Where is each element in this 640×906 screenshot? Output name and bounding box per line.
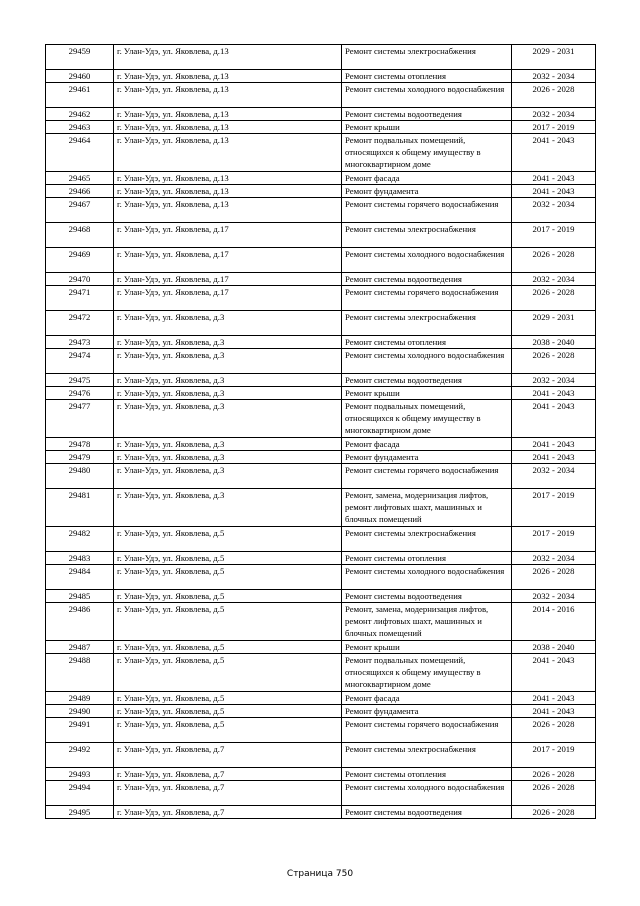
record-number: 29484 — [46, 565, 114, 590]
period-cell: 2038 - 2040 — [512, 641, 596, 654]
address-cell: г. Улан-Удэ, ул. Яковлева, д.13 — [114, 45, 342, 70]
address-cell: г. Улан-Удэ, ул. Яковлева, д.3 — [114, 349, 342, 374]
work-type-cell: Ремонт фундамента — [342, 451, 512, 464]
period-cell: 2041 - 2043 — [512, 692, 596, 705]
work-type-cell: Ремонт системы водоотведения — [342, 273, 512, 286]
work-type-cell: Ремонт системы горячего водоснабжения — [342, 718, 512, 743]
record-number: 29485 — [46, 590, 114, 603]
table-row — [46, 743, 596, 768]
record-number: 29471 — [46, 286, 114, 311]
record-number: 29483 — [46, 552, 114, 565]
period-cell: 2032 - 2034 — [512, 273, 596, 286]
table-row — [46, 603, 596, 641]
record-number: 29474 — [46, 349, 114, 374]
table-row — [46, 565, 596, 590]
work-type-cell: Ремонт системы горячего водоснабжения — [342, 464, 512, 489]
work-type-cell: Ремонт системы холодного водоснабжения — [342, 565, 512, 590]
address-cell: г. Улан-Удэ, ул. Яковлева, д.13 — [114, 185, 342, 198]
address-cell: г. Улан-Удэ, ул. Яковлева, д.3 — [114, 374, 342, 387]
table-row — [46, 806, 596, 819]
work-type-cell: Ремонт фундамента — [342, 705, 512, 718]
period-cell: 2026 - 2028 — [512, 248, 596, 273]
record-number: 29489 — [46, 692, 114, 705]
period-cell: 2026 - 2028 — [512, 781, 596, 806]
work-type-cell: Ремонт подвальных помещений, относящихся к общему имуществу в многоквартирном доме — [342, 134, 512, 172]
address-cell: г. Улан-Удэ, ул. Яковлева, д.3 — [114, 400, 342, 438]
address-cell: г. Улан-Удэ, ул. Яковлева, д.7 — [114, 743, 342, 768]
record-number: 29478 — [46, 438, 114, 451]
work-type-cell: Ремонт системы горячего водоснабжения — [342, 198, 512, 223]
address-cell: г. Улан-Удэ, ул. Яковлева, д.3 — [114, 311, 342, 336]
record-number: 29468 — [46, 223, 114, 248]
work-type-cell: Ремонт фасада — [342, 172, 512, 185]
record-number: 29479 — [46, 451, 114, 464]
record-number: 29481 — [46, 489, 114, 527]
table-row — [46, 223, 596, 248]
period-cell: 2026 - 2028 — [512, 83, 596, 108]
work-type-cell: Ремонт системы холодного водоснабжения — [342, 781, 512, 806]
record-number: 29465 — [46, 172, 114, 185]
record-number: 29461 — [46, 83, 114, 108]
table-row — [46, 781, 596, 806]
table-row — [46, 590, 596, 603]
work-type-cell: Ремонт системы электроснабжения — [342, 311, 512, 336]
table-row — [46, 121, 596, 134]
work-type-cell: Ремонт фасада — [342, 438, 512, 451]
table-row — [46, 438, 596, 451]
work-type-cell: Ремонт системы электроснабжения — [342, 743, 512, 768]
work-type-cell: Ремонт системы электроснабжения — [342, 223, 512, 248]
record-number: 29464 — [46, 134, 114, 172]
address-cell: г. Улан-Удэ, ул. Яковлева, д.3 — [114, 438, 342, 451]
table-row — [46, 311, 596, 336]
period-cell: 2041 - 2043 — [512, 400, 596, 438]
period-cell: 2032 - 2034 — [512, 198, 596, 223]
work-type-cell: Ремонт системы горячего водоснабжения — [342, 286, 512, 311]
address-cell: г. Улан-Удэ, ул. Яковлева, д.3 — [114, 387, 342, 400]
address-cell: г. Улан-Удэ, ул. Яковлева, д.5 — [114, 565, 342, 590]
address-cell: г. Улан-Удэ, ул. Яковлева, д.17 — [114, 223, 342, 248]
table-row — [46, 248, 596, 273]
period-cell: 2041 - 2043 — [512, 654, 596, 692]
period-cell: 2017 - 2019 — [512, 743, 596, 768]
period-cell: 2026 - 2028 — [512, 768, 596, 781]
work-type-cell: Ремонт крыши — [342, 641, 512, 654]
record-number: 29463 — [46, 121, 114, 134]
address-cell: г. Улан-Удэ, ул. Яковлева, д.5 — [114, 718, 342, 743]
address-cell: г. Улан-Удэ, ул. Яковлева, д.13 — [114, 70, 342, 83]
address-cell: г. Улан-Удэ, ул. Яковлева, д.3 — [114, 489, 342, 527]
table-row — [46, 185, 596, 198]
record-number: 29472 — [46, 311, 114, 336]
work-type-cell: Ремонт системы водоотведения — [342, 374, 512, 387]
period-cell: 2041 - 2043 — [512, 438, 596, 451]
period-cell: 2029 - 2031 — [512, 45, 596, 70]
record-number: 29466 — [46, 185, 114, 198]
work-type-cell: Ремонт системы отопления — [342, 552, 512, 565]
period-cell: 2017 - 2019 — [512, 121, 596, 134]
period-cell: 2041 - 2043 — [512, 134, 596, 172]
table-row — [46, 108, 596, 121]
period-cell: 2029 - 2031 — [512, 311, 596, 336]
work-type-cell: Ремонт системы водоотведения — [342, 590, 512, 603]
address-cell: г. Улан-Удэ, ул. Яковлева, д.17 — [114, 286, 342, 311]
work-type-cell: Ремонт фасада — [342, 692, 512, 705]
period-cell: 2038 - 2040 — [512, 336, 596, 349]
period-cell: 2041 - 2043 — [512, 705, 596, 718]
record-number: 29482 — [46, 527, 114, 552]
address-cell: г. Улан-Удэ, ул. Яковлева, д.13 — [114, 121, 342, 134]
table-row — [46, 387, 596, 400]
work-type-cell: Ремонт системы отопления — [342, 336, 512, 349]
work-type-cell: Ремонт системы холодного водоснабжения — [342, 349, 512, 374]
table-row — [46, 273, 596, 286]
address-cell: г. Улан-Удэ, ул. Яковлева, д.5 — [114, 603, 342, 641]
table-row — [46, 349, 596, 374]
work-type-cell: Ремонт крыши — [342, 387, 512, 400]
record-number: 29460 — [46, 70, 114, 83]
address-cell: г. Улан-Удэ, ул. Яковлева, д.7 — [114, 768, 342, 781]
record-number: 29488 — [46, 654, 114, 692]
table-body — [46, 45, 596, 819]
address-cell: г. Улан-Удэ, ул. Яковлева, д.3 — [114, 336, 342, 349]
address-cell: г. Улан-Удэ, ул. Яковлева, д.3 — [114, 464, 342, 489]
work-type-cell: Ремонт, замена, модернизация лифтов, ремонт лифтовых шахт, машинных и блочных помещений — [342, 489, 512, 527]
period-cell: 2032 - 2034 — [512, 464, 596, 489]
address-cell: г. Улан-Удэ, ул. Яковлева, д.5 — [114, 705, 342, 718]
work-type-cell: Ремонт, замена, модернизация лифтов, ремонт лифтовых шахт, машинных и блочных помещений — [342, 603, 512, 641]
record-number: 29467 — [46, 198, 114, 223]
table-row — [46, 654, 596, 692]
table-row — [46, 705, 596, 718]
work-type-cell: Ремонт фундамента — [342, 185, 512, 198]
address-cell: г. Улан-Удэ, ул. Яковлева, д.7 — [114, 781, 342, 806]
work-type-cell: Ремонт системы водоотведения — [342, 806, 512, 819]
period-cell: 2026 - 2028 — [512, 565, 596, 590]
work-type-cell: Ремонт системы отопления — [342, 768, 512, 781]
table-row — [46, 464, 596, 489]
work-type-cell: Ремонт системы водоотведения — [342, 108, 512, 121]
table-row — [46, 198, 596, 223]
record-number: 29477 — [46, 400, 114, 438]
record-number: 29495 — [46, 806, 114, 819]
work-type-cell: Ремонт системы холодного водоснабжения — [342, 83, 512, 108]
period-cell: 2041 - 2043 — [512, 185, 596, 198]
table-row — [46, 552, 596, 565]
period-cell: 2026 - 2028 — [512, 806, 596, 819]
address-cell: г. Улан-Удэ, ул. Яковлева, д.5 — [114, 590, 342, 603]
address-cell: г. Улан-Удэ, ул. Яковлева, д.3 — [114, 451, 342, 464]
record-number: 29475 — [46, 374, 114, 387]
table-row — [46, 400, 596, 438]
work-type-cell: Ремонт системы электроснабжения — [342, 45, 512, 70]
period-cell: 2017 - 2019 — [512, 527, 596, 552]
period-cell: 2017 - 2019 — [512, 223, 596, 248]
repair-schedule-table — [45, 44, 596, 819]
address-cell: г. Улан-Удэ, ул. Яковлева, д.13 — [114, 108, 342, 121]
address-cell: г. Улан-Удэ, ул. Яковлева, д.17 — [114, 273, 342, 286]
address-cell: г. Улан-Удэ, ул. Яковлева, д.13 — [114, 172, 342, 185]
address-cell: г. Улан-Удэ, ул. Яковлева, д.5 — [114, 641, 342, 654]
record-number: 29470 — [46, 273, 114, 286]
period-cell: 2017 - 2019 — [512, 489, 596, 527]
table-row — [46, 718, 596, 743]
table-row — [46, 768, 596, 781]
period-cell: 2026 - 2028 — [512, 286, 596, 311]
record-number: 29476 — [46, 387, 114, 400]
period-cell: 2032 - 2034 — [512, 552, 596, 565]
record-number: 29490 — [46, 705, 114, 718]
record-number: 29491 — [46, 718, 114, 743]
work-type-cell: Ремонт крыши — [342, 121, 512, 134]
address-cell: г. Улан-Удэ, ул. Яковлева, д.13 — [114, 198, 342, 223]
record-number: 29473 — [46, 336, 114, 349]
period-cell: 2041 - 2043 — [512, 172, 596, 185]
address-cell: г. Улан-Удэ, ул. Яковлева, д.5 — [114, 654, 342, 692]
work-type-cell: Ремонт подвальных помещений, относящихся к общему имуществу в многоквартирном доме — [342, 654, 512, 692]
period-cell: 2026 - 2028 — [512, 718, 596, 743]
address-cell: г. Улан-Удэ, ул. Яковлева, д.13 — [114, 134, 342, 172]
table-row — [46, 172, 596, 185]
table-row — [46, 45, 596, 70]
period-cell: 2014 - 2016 — [512, 603, 596, 641]
period-cell: 2026 - 2028 — [512, 349, 596, 374]
record-number: 29459 — [46, 45, 114, 70]
table-row — [46, 286, 596, 311]
record-number: 29486 — [46, 603, 114, 641]
table-row — [46, 489, 596, 527]
table-row — [46, 336, 596, 349]
record-number: 29494 — [46, 781, 114, 806]
period-cell: 2032 - 2034 — [512, 590, 596, 603]
record-number: 29469 — [46, 248, 114, 273]
table-row — [46, 451, 596, 464]
table-row — [46, 374, 596, 387]
record-number: 29492 — [46, 743, 114, 768]
record-number: 29487 — [46, 641, 114, 654]
period-cell: 2032 - 2034 — [512, 70, 596, 83]
table-row — [46, 527, 596, 552]
period-cell: 2032 - 2034 — [512, 374, 596, 387]
table-row — [46, 83, 596, 108]
period-cell: 2041 - 2043 — [512, 451, 596, 464]
work-type-cell: Ремонт системы электроснабжения — [342, 527, 512, 552]
address-cell: г. Улан-Удэ, ул. Яковлева, д.5 — [114, 692, 342, 705]
address-cell: г. Улан-Удэ, ул. Яковлева, д.5 — [114, 527, 342, 552]
work-type-cell: Ремонт подвальных помещений, относящихся к общему имуществу в многоквартирном доме — [342, 400, 512, 438]
address-cell: г. Улан-Удэ, ул. Яковлева, д.5 — [114, 552, 342, 565]
table-row — [46, 641, 596, 654]
record-number: 29480 — [46, 464, 114, 489]
address-cell: г. Улан-Удэ, ул. Яковлева, д.13 — [114, 83, 342, 108]
address-cell: г. Улан-Удэ, ул. Яковлева, д.17 — [114, 248, 342, 273]
page-number: Страница 750 — [286, 869, 354, 879]
address-cell: г. Улан-Удэ, ул. Яковлева, д.7 — [114, 806, 342, 819]
record-number: 29493 — [46, 768, 114, 781]
table-row — [46, 134, 596, 172]
table-row — [46, 692, 596, 705]
period-cell: 2041 - 2043 — [512, 387, 596, 400]
work-type-cell: Ремонт системы холодного водоснабжения — [342, 248, 512, 273]
record-number: 29462 — [46, 108, 114, 121]
period-cell: 2032 - 2034 — [512, 108, 596, 121]
work-type-cell: Ремонт системы отопления — [342, 70, 512, 83]
table-row — [46, 70, 596, 83]
